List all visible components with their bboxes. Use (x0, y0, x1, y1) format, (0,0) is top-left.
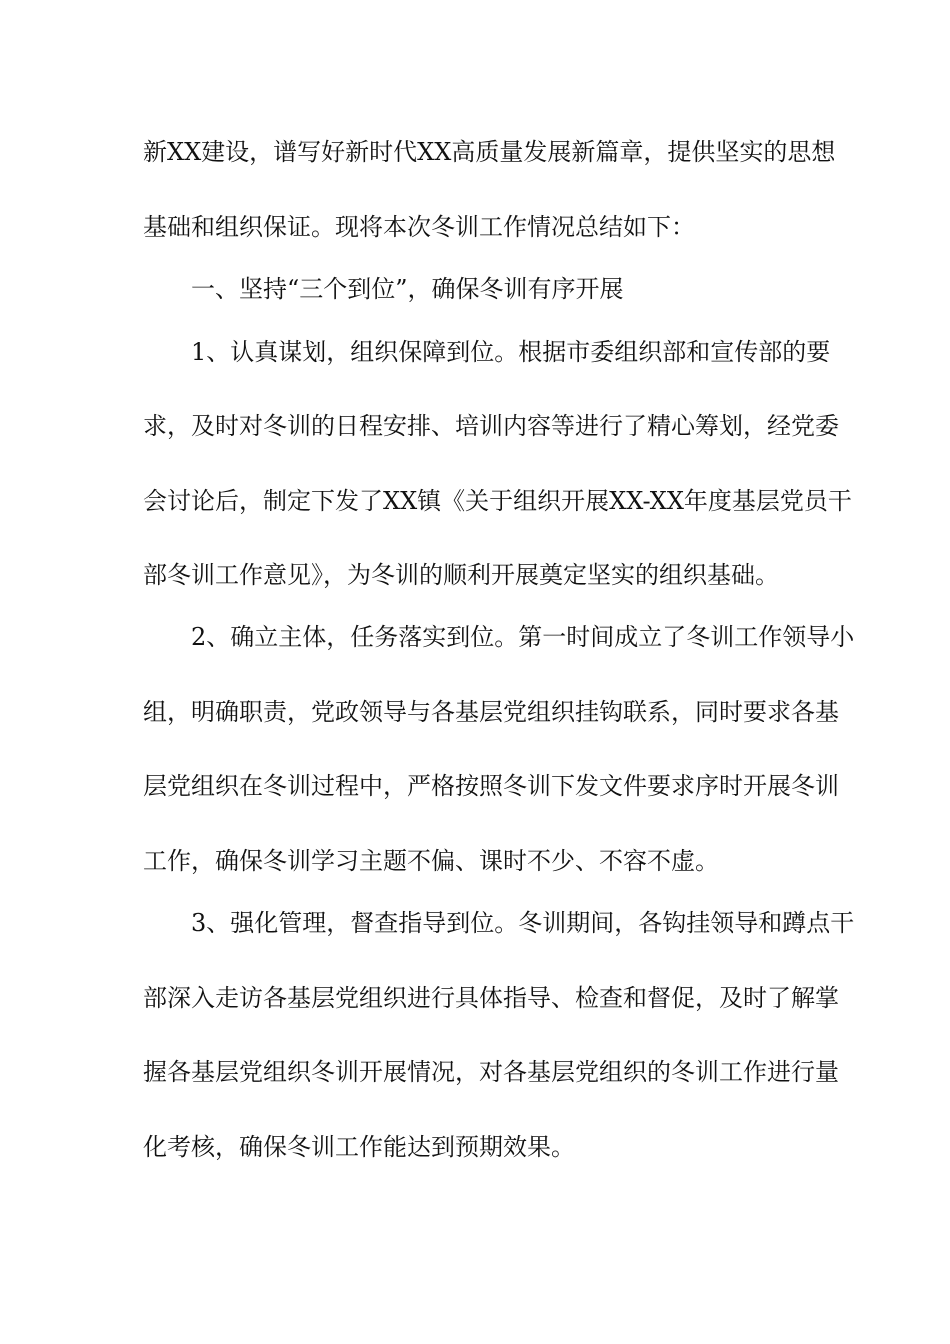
paragraph-line: 组，明确职责，党政领导与各基层党组织挂钩联系，同时要求各基 (143, 698, 839, 726)
paragraph-line: 会讨论后，制定下发了XX镇《关于组织开展XX-XX年度基层党员干 (143, 487, 852, 515)
paragraph-line: 新XX建设，谱写好新时代XX高质量发展新篇章，提供坚实的思想 (143, 138, 836, 166)
paragraph-line: 工作，确保冬训学习主题不偏、课时不少、不容不虚。 (143, 847, 719, 875)
paragraph-line: 层党组织在冬训过程中，严格按照冬训下发文件要求序时开展冬训 (143, 772, 839, 800)
paragraph-line: 基础和组织保证。现将本次冬训工作情况总结如下： (143, 213, 695, 241)
paragraph-line: 1、认真谋划，组织保障到位。根据市委组织部和宣传部的要 (191, 338, 831, 366)
paragraph-line: 求，及时对冬训的日程安排、培训内容等进行了精心筹划，经党委 (143, 412, 839, 440)
section-heading: 一、坚持“三个到位”，确保冬训有序开展 (191, 275, 624, 303)
paragraph-line: 部冬训工作意见》，为冬训的顺利开展奠定坚实的组织基础。 (143, 561, 779, 589)
paragraph-line: 3、强化管理，督查指导到位。冬训期间，各钩挂领导和蹲点干 (191, 909, 855, 937)
paragraph-line: 化考核，确保冬训工作能达到预期效果。 (143, 1133, 575, 1161)
paragraph-line: 握各基层党组织冬训开展情况，对各基层党组织的冬训工作进行量 (143, 1058, 839, 1086)
paragraph-line: 2、确立主体，任务落实到位。第一时间成立了冬训工作领导小 (191, 623, 855, 651)
paragraph-line: 部深入走访各基层党组织进行具体指导、检查和督促，及时了解掌 (143, 984, 839, 1012)
